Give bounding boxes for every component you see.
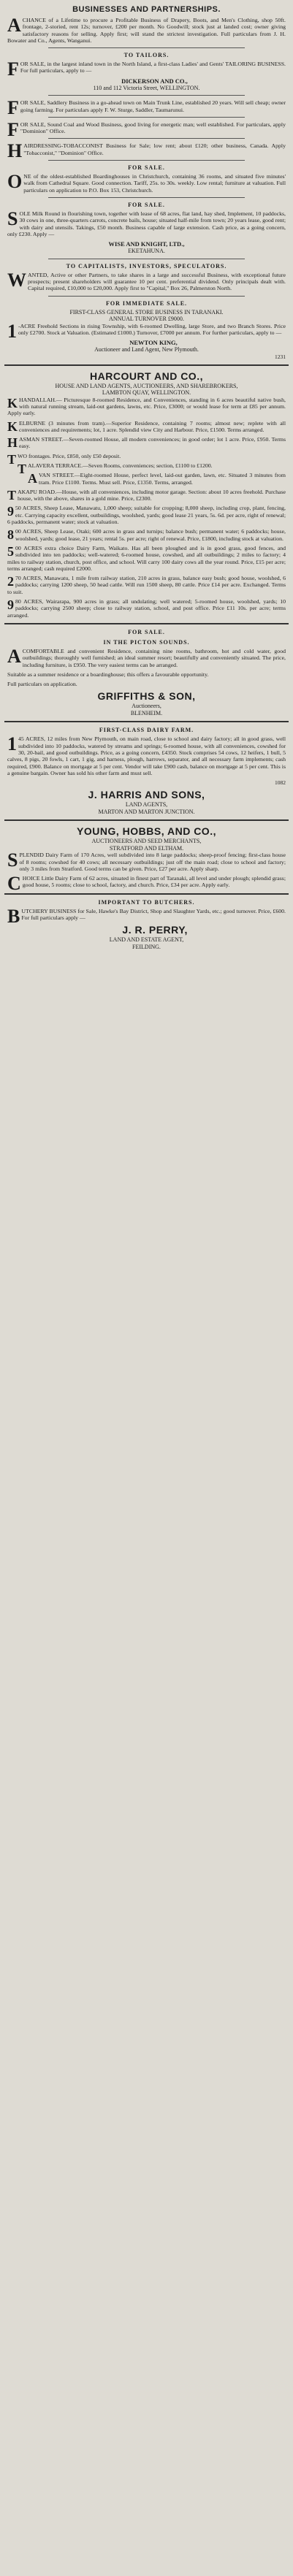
- perry-role: LAND AND ESTATE AGENT,: [109, 936, 184, 944]
- immediate-sale-agent: NEWTON KING,: [129, 339, 178, 347]
- immediate-sale-sub1: FIRST-CLASS GENERAL STORE BUSINESS IN TARANAKI.: [69, 308, 224, 316]
- butchers-title: IMPORTANT TO BUTCHERS.: [98, 898, 195, 906]
- tailors-title: TO TAILORS.: [123, 52, 170, 59]
- tailors-ad: FOR SALE, in the largest inland town in the North Island, a first-class Ladies' and Gents' TAILORING BUSINESS. For full particulars, apply to —: [7, 58, 286, 80]
- divider: [4, 623, 289, 624]
- harcourt-line2: LAMBTON QUAY, WELLINGTON.: [102, 389, 191, 397]
- immediate-sale-title: FOR IMMEDIATE SALE.: [105, 299, 188, 307]
- divider: [48, 95, 245, 96]
- listing-item: 800 ACRES, Sheep Lease, Otaki; 600 acres in grass and turnips; balance bush; permanent water; 6 paddocks; house, woolshed, yards; good lease, 21 years; rental 5s. per acre; right of renewal. Price, £1800, including stock at valuation.: [7, 527, 286, 543]
- picton-title: FOR SALE.: [128, 628, 165, 635]
- divider: [4, 364, 289, 366]
- boardinghouse-ad: ONE of the oldest-established Boardinghouses in Christchurch, containing 36 rooms, and situated five minutes' walk from Cathedral Square. Good connection. Tariff, 25s. to 30s. weekly. Low rental; furniture at valuation. Full particulars on application to P.O. Box 153, Christchurch.: [7, 171, 286, 194]
- immediate-sale-ad: 1-ACRE Freehold Sections in rising Township, with 6-roomed Dwelling, large Store, and two Branch Stores. Price only £2700. Stock at Valuation. (Estimated £1000.) Turnover, £7000 per annum. For further particulars, apply to —: [7, 320, 286, 342]
- ad-ref-number: 1082: [275, 779, 286, 787]
- hairdressing-ad: HAIRDRESSING-TOBACCONIST Business for Sale; low rent; about £120; other business, Canada. Apply "Tobacconist," "Dominion" Office.: [7, 140, 286, 162]
- tailors-agent: DICKERSON AND CO.,: [121, 77, 188, 85]
- young-place: STRATFORD AND ELTHAM.: [109, 844, 184, 852]
- listing-item: 950 ACRES, Sheep Lease, Manawatu, 1,000 sheep; suitable for cropping; 8,000 sheep, including crop, plant, fencing, etc. Carrying capacity excellent, outbuildings, woolshed, yards; good lease 21 years, 5s. 6d. per acre, right of renewal; 6 paddocks, permanent water; stock at valuation.: [7, 504, 286, 526]
- young-name: YOUNG, HOBBS, AND CO.,: [77, 825, 216, 838]
- newspaper-column: [4, 4, 289, 2569]
- divider: [48, 138, 245, 139]
- divider: [48, 160, 245, 161]
- listing-item: HASMAN STREET.—Seven-roomed House, all modern conveniences; in good order; lot 1 acre. Price, £950. Terms easy.: [7, 435, 286, 451]
- listing-item: KELBURNE (3 minutes from tram).—Superior Residence, containing 7 rooms; almost new; replete with all conveniences and requirements; lot, 1 acre. Splendid view City and Harbour. Price, £1500. Terms arranged.: [7, 418, 286, 434]
- ad-ref-number: 1231: [275, 353, 286, 360]
- perry-place: FEILDING.: [132, 943, 161, 950]
- capitalists-ad: WANTED, Active or other Partners, to take shares in a large and successful Business, with exceptional future prospects; present shareholders will guarantee 10 per cent. preferential dividend. Only principals dealt with. Capital required, £10,000 to £20,000. Apply first to "Capital," Box 26, Palmerston North.: [7, 269, 286, 292]
- butchers-ad: BUTCHERY BUSINESS for Sale, Hawke's Bay District, Shop and Slaughter Yards, etc.; good turnover. Price, £600. For full particulars apply —: [7, 905, 286, 927]
- jharris-place: MARTON AND MARTON JUNCTION.: [98, 808, 195, 815]
- jharris-name: J. HARRIS AND SONS,: [88, 789, 205, 801]
- listing-item: TALAVERA TERRACE.—Seven Rooms, conveniences; section, £1100 to £1200.: [18, 462, 213, 476]
- business-ad-drapery: ACHANCE of a Lifetime to procure a Profitable Business of Drapery, Boots, and Men's Clothing, shop 50ft. frontage, 2-storied, rent 12s; turnover, £200 per month. No Goodwill; stock just at landed cost; owner giving satisfactory reasons for selling. Apply first; will stand the strictest investigation. Full particulars from J. H. Bowater and Co., Agents, Wanganui.: [7, 15, 286, 44]
- divider: [48, 47, 245, 48]
- coal-wood-ad: FOR SALE, Sound Coal and Wood Business, good living for energetic man; well established. For particulars, apply "Dominion" Office.: [7, 118, 286, 140]
- picton-ad-3: Full particulars on application.: [7, 681, 77, 688]
- capitalists-title: TO CAPITALISTS, INVESTORS, SPECULATORS.: [66, 262, 227, 270]
- harcourt-listings: [4, 397, 289, 619]
- dairy-title: FIRST-CLASS DAIRY FARM.: [99, 727, 194, 734]
- perry-name: J. R. PERRY,: [122, 924, 188, 936]
- boardinghouse-title: FOR SALE.: [128, 164, 165, 172]
- listing-item: 980 ACRES, Wairarapa, 900 acres in grass; all undulating; well watered; 5-roomed house, woolshed, yards; 10 paddocks; carrying 2500 sheep; close to railway station, school, and post office. Price £11 10s. per acre; terms arranged.: [7, 597, 286, 619]
- tailors-address: 110 and 112 Victoria Street, WELLINGTON.: [93, 84, 200, 91]
- listing-item: 500 ACRES extra choice Dairy Farm, Waikato. Has all been ploughed and is in good grass, good fences, and subdivided into ten paddocks; well-watered; 6-roomed house, cowshed, and all outbuildings; 2 miles to factory; 4 miles to railway station, church, post office, and school. Will carry 100 dairy cows all the year round. Price, £15 per acre; terms arranged; cash required £2000.: [7, 543, 286, 572]
- griffiths-role: Auctioneers,: [132, 703, 161, 710]
- section-header: BUSINESSES AND PARTNERSHIPS.: [72, 5, 221, 14]
- milk-round-agent: WISE AND KNIGHT, LTD.,: [108, 240, 185, 248]
- young-role: AUCTIONEERS AND SEED MERCHANTS,: [91, 838, 202, 845]
- listing-item: KHANDALLAH.— Picturesque 8-roomed Residence, and Conveniences, standing in 6 acres beautiful native bush, with natural running stream, laid-out gardens, lawns, etc. Price, £3000; or would lease for term at £85 per annum. Apply early.: [7, 395, 286, 417]
- divider: [48, 197, 245, 198]
- saddlery-ad: FOR SALE, Saddlery Business in a go-ahead town on Main Trunk Line, established 20 years. Will sell cheap; owner going farming. For particulars apply F. W. Sturge, Saddler, Taumarunui.: [7, 97, 286, 119]
- milk-round-address: EKETAHUNA.: [128, 248, 165, 255]
- listing-item: 270 ACRES, Manawatu, 1 mile from railway station, 210 acres in grass, balance easy bush; good house, woolshed, 6 paddocks; carrying 1200 sheep, 50 head cattle. Will run 1500 sheep, 80 cattle. Price £14 per acre. Exchanged. Terms to suit.: [7, 574, 286, 595]
- divider: [4, 893, 289, 895]
- griffiths-place: BLENHEIM.: [130, 709, 163, 716]
- listing-item: TWO frontages. Price, £850, only £50 deposit.: [7, 451, 121, 467]
- harcourt-name: HARCOURT AND CO.,: [90, 370, 203, 382]
- listing-item: AVAN STREET.—Eight-roomed House, perfect level, laid-out garden, lawn, etc. Situated 3 minutes from tram. Price £1100. Terms. Must sell. Price, £1350. Terms, arranged.: [28, 471, 286, 486]
- young-ad-2: CHOICE Little Dairy Farm of 62 acres, situated in finest part of Taranaki, all level and under plough; splendid grass; good house, 5 rooms; close to school, factory, and church. Price, £34 per acre. Apply early.: [7, 873, 286, 895]
- harcourt-line1: HOUSE AND LAND AGENTS, AUCTIONEERS, AND SHAREBROKERS,: [55, 382, 238, 389]
- divider: [4, 721, 289, 722]
- picton-sub: IN THE PICTON SOUNDS.: [103, 638, 190, 646]
- dairy-ad: 145 ACRES, 12 miles from New Plymouth, on main road, close to school and dairy factory; all in good grass, well subdivided into 10 paddocks, watered by streams and springs; 6-roomed house, with all conveniences, cowshed for 30, 20-bail, and good outbuildings. Price, as a going concern, £4350. Stock comprises 54 cows, 12 heifers, 1 bull, 5 calves, 8 pigs, 20 fowls, 1 cart, 1 gig, and harness, plough, harrows, separator, and all necessary farm implements; cash required, £900. Balance on mortgage at 5 per cent. Vendor will take £900 cash, balance on mortgage at 5 per cent. This is a genuine bargain. Owner has sold his other farm and must sell.: [7, 733, 286, 776]
- griffiths-name: GRIFFITHS & SON,: [97, 690, 196, 703]
- picton-ad-2: Suitable as a summer residence or a boardinghouse; this offers a favourable opportunity.: [7, 670, 209, 678]
- immediate-sale-address: Auctioneer and Land Agent, New Plymouth.: [94, 346, 199, 353]
- divider: [48, 117, 245, 118]
- picton-ad: ACOMFORTABLE and convenient Residence, containing nine rooms, bathroom, hot and cold water, good outbuildings; thoroughly well furnished; an ideal summer resort; beautifully and conveniently situated. The price, including furniture, is £950. The very easiest terms can be arranged.: [7, 645, 286, 668]
- jharris-role: LAND AGENTS,: [125, 801, 168, 809]
- listing-item: TAKAPU ROAD.—House, with all conveniences, including motor garage. Section: about 10 acres freehold. Purchase house, with the above, shares in a gold mine. Price, £2300.: [7, 487, 286, 502]
- young-ad-1: SPLENDID Dairy Farm of 170 Acres, well subdivided into 8 large paddocks; sheep-proof fencing; first-class house of 8 rooms; cowshed for 40 cows; all necessary outbuildings; just off the main road; close to school and factory; only 3 miles from Stratford. Good terms can be given. Price, £27 per acre. Apply sharp.: [7, 849, 286, 872]
- milk-round-ad: SOLE Milk Round in flourishing town, together with lease of 68 acres, flat land, hay shed, Implement, 10 paddocks, 30 cows in one, three-quarters carrots, concrete bails, house; situated half-mile from town; 20 years lease, good rent; with dairy and utensils. Takings, £50 month. Business capable of large extension. Cash price, as a going concern, only £230. Apply —: [7, 207, 286, 237]
- divider: [48, 296, 245, 297]
- divider: [4, 819, 289, 821]
- immediate-sale-sub2: ANNUAL TURNOVER £9000.: [109, 316, 184, 323]
- milk-round-title: FOR SALE.: [128, 201, 165, 208]
